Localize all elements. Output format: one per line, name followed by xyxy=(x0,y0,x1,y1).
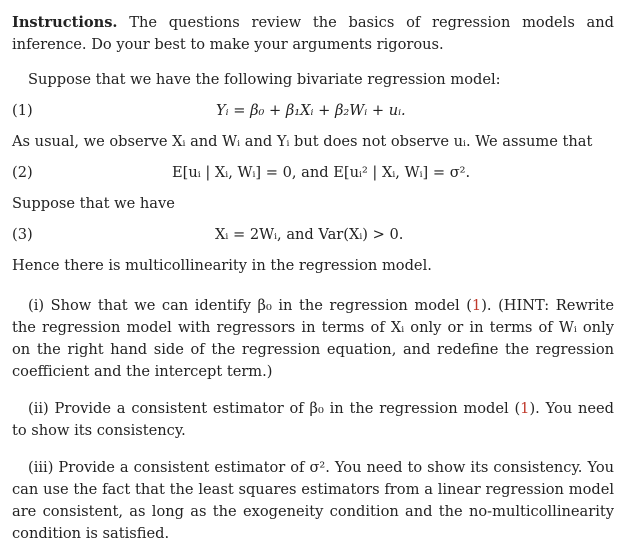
equation-2-row xyxy=(12,162,614,184)
instructions-paragraph xyxy=(12,12,614,56)
equation-1-label: (1) xyxy=(12,102,33,119)
equation-1-reference[interactable]: 1 xyxy=(520,400,530,417)
equation-3-row xyxy=(12,224,614,246)
equation-2: E[uᵢ | Xᵢ, Wᵢ] = 0, and E[uᵢ² | Xᵢ, Wᵢ] = σ². xyxy=(172,164,471,181)
equation-3-label: (3) xyxy=(12,226,33,243)
observe-sentence: As usual, we observe Xᵢ and Wᵢ and Yᵢ but does not observe uᵢ. We assume that xyxy=(12,133,593,150)
equation-1-row xyxy=(12,100,614,122)
equation-1: Yᵢ = β₀ + β₁Xᵢ + β₂Wᵢ + uᵢ. xyxy=(216,102,406,119)
instructions-heading: Instructions. xyxy=(12,14,118,31)
model-intro-sentence: Suppose that we have the following bivariate regression model: xyxy=(28,71,501,88)
instructions-text: The questions review the basics of regression models and inference. Do your best to make your arguments rigorous. xyxy=(12,14,614,53)
question-1-paragraph xyxy=(12,295,614,383)
equation-2-label: (2) xyxy=(12,164,33,181)
question-2-text-b: ). You need to show its consistency. xyxy=(12,400,614,439)
question-1-text-a: (i) Show that we can identify β₀ in the regression model ( xyxy=(28,297,472,314)
question-2-text-a: (ii) Provide a consistent estimator of β₀ in the regression model ( xyxy=(28,400,521,417)
question-2-paragraph xyxy=(12,398,614,442)
suppose-sentence: Suppose that we have xyxy=(12,195,175,212)
equation-1-reference[interactable]: 1 xyxy=(471,297,482,314)
question-3-paragraph: (iii) Provide a consistent estimator of σ². You need to show its consistency. You can use the fact that the least squares estimators from a linear regression model are consistent, as long as the exogeneity condition and the no-multicollinearity condition is satisfied. xyxy=(12,459,614,542)
multicollinearity-sentence: Hence there is multicollinearity in the regression model. xyxy=(12,257,432,274)
question-1-text-b: ). (HINT: Rewrite the regression model with regressors in terms of Xᵢ only or in terms of Wᵢ only on the right hand side of the regression equation, and redefine the regression coefficient and the intercept term.) xyxy=(12,297,614,380)
equation-3: Xᵢ = 2Wᵢ, and Var(Xᵢ) > 0. xyxy=(215,226,404,243)
